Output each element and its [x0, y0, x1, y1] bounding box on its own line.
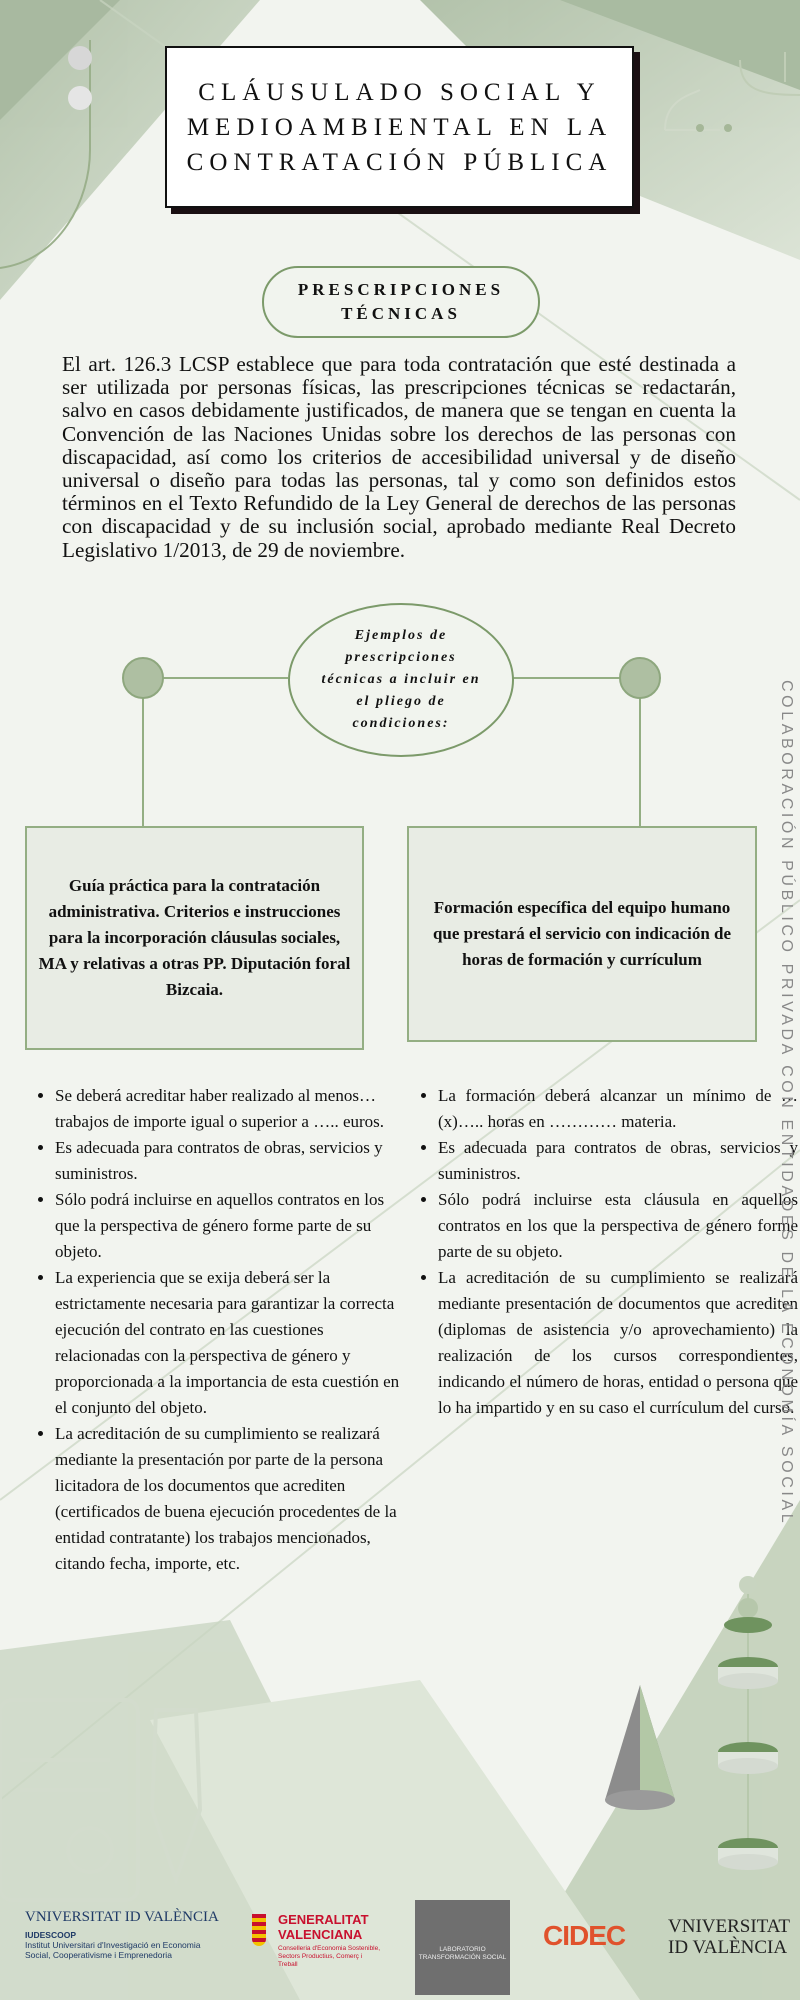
laboratorio-name: LABORATORIO TRANSFORMACIÓN SOCIAL	[418, 1946, 507, 1961]
examples-label: Ejemplos de prescripciones técnicas a incluir en el pliego de condiciones:	[321, 628, 481, 731]
cidec-name: CIDEC	[543, 1920, 626, 1951]
section-heading-pill	[262, 266, 540, 338]
universitat-valencia-name: VNIVERSITAT ID VALÈNCIA	[668, 1916, 790, 1958]
list-item: • La experiencia que se exija deberá ser la estrictamente necesaria para garantizar la correcta ejecución del contrato en las cuestiones relacionadas con la perspectiva de género y proporcionada a la importancia de esta cuestión en el conjunto del objeto.	[55, 1265, 400, 1421]
iudescoop-line-2: Social, Cooperativisme i Emprenedoria	[25, 1950, 172, 1960]
universitat-valencia-logo	[668, 1916, 788, 1958]
right-example-box	[407, 826, 757, 1042]
cidec-logo	[543, 1920, 633, 1952]
generalitat-shield-icon	[252, 1914, 266, 1946]
generalitat-department: Conselleria d'Economia Sostenible, Sectors Productius, Comerç i Treball	[278, 1945, 381, 1968]
laboratorio-logo	[415, 1900, 510, 1995]
generalitat-name: GENERALITAT VALENCIANA	[278, 1912, 369, 1942]
list-item: • Se deberá acreditar haber realizado al menos… trabajos de importe igual o superior a ….. euros.	[55, 1083, 400, 1135]
iudescoop-line-1: Institut Universitari d'Investigació en Economia	[25, 1940, 201, 1950]
list-item: • La acreditación de su cumplimiento se realizará mediante la presentación por parte de la persona licitadora de los documentos que acrediten (certificados de buena ejecución procedentes de la entidad contratante) los trabajos mencionados, citando fecha, importe, etc.	[55, 1421, 400, 1577]
section-heading: PRESCRIPCIONES TÉCNICAS	[297, 280, 505, 323]
title-box	[165, 46, 634, 208]
generalitat-logo	[252, 1912, 382, 1969]
examples-oval	[288, 603, 514, 757]
right-example-title: Formación específica del equipo humano que prestará el servicio con indicación de horas de formación y currículum	[432, 898, 732, 969]
left-bullet-list	[25, 1083, 400, 1577]
list-item: • Es adecuada para contratos de obras, servicios y suministros.	[438, 1135, 798, 1187]
list-item: • Sólo podrá incluirse en aquellos contratos en los que la perspectiva de género forme parte de su objeto.	[55, 1187, 400, 1265]
iudescoop-university-name: VNIVERSITAT ID VALÈNCIA	[25, 1909, 219, 1925]
list-item: • La acreditación de su cumplimiento se realizará mediante presentación de documentos que acrediten (diplomas de asistencia y/o aprovechamiento) la realización de los cursos correspondientes, indicando el número de horas, entidad o persona que lo ha impartido y en su caso el currículum del curso.	[438, 1265, 798, 1421]
right-bullet-list	[408, 1083, 798, 1421]
list-item: • La formación deberá alcanzar un mínimo de …(x)….. horas en ………… materia.	[438, 1083, 798, 1135]
iudescoop-logo	[25, 1910, 230, 1960]
vertical-side-text: COLABORACIÓN PÚBLICO PRIVADA CON ENTIDADES DE LA ECONOMÍA SOCIAL	[778, 680, 795, 1527]
left-example-title: Guía práctica para la contratación administrativa. Criterios e instrucciones para la incorporación cláusulas sociales, MA y relativas a otras PP. Diputación foral Bizcaia.	[38, 876, 351, 999]
iudescoop-acronym: IUDESCOOP	[25, 1930, 77, 1940]
page-title: CLÁUSULADO SOCIAL Y MEDIOAMBIENTAL EN LA CONTRATACIÓN PÚBLICA	[186, 78, 613, 176]
left-example-box	[25, 826, 364, 1050]
intro-paragraph: El art. 126.3 LCSP establece que para toda contratación que esté destinada a ser utilizada por personas físicas, las prescripciones técnicas se redactarán, salvo en casos debidamente justificados, de manera que se tengan en cuenta la Convención de las Naciones Unidas sobre los derechos de las personas con discapacidad, así como los criterios de accesibilidad universal y de diseño universal o diseño para todas las personas, tal y como son definidos estos términos en el Texto Refundido de la Ley General de derechos de las personas con discapacidad y de su inclusión social, aprobado mediante Real Decreto Legislativo 1/2013, de 29 de noviembre.	[62, 352, 736, 562]
list-item: • Es adecuada para contratos de obras, servicios y suministros.	[55, 1135, 400, 1187]
list-item: • Sólo podrá incluirse esta cláusula en aquellos contratos en los que la perspectiva de género forme parte de su objeto.	[438, 1187, 798, 1265]
